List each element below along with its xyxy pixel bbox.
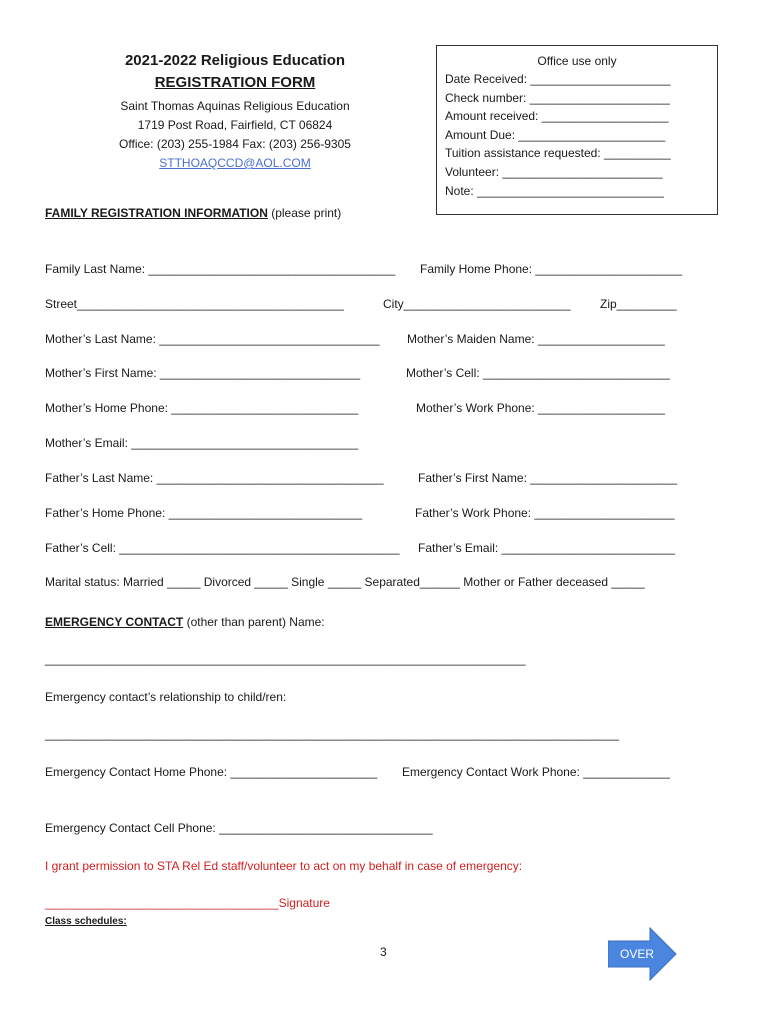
city-field[interactable]: City_________________________ xyxy=(383,297,571,311)
mother-maiden-name-field[interactable]: Mother’s Maiden Name: ___________________ xyxy=(407,332,665,346)
emergency-cell-phone-field[interactable]: Emergency Contact Cell Phone: ________________________________ xyxy=(45,821,433,835)
family-heading: FAMILY REGISTRATION INFORMATION xyxy=(45,206,268,220)
marital-status-field[interactable]: Marital status: Married _____ Divorced _____ Single _____ Separated______ Mother or Father deceased _____ xyxy=(45,575,645,589)
office-date-received[interactable]: Date Received: _____________________ xyxy=(445,72,671,86)
office-use-box xyxy=(436,45,718,215)
family-heading-note: (please print) xyxy=(267,206,342,220)
org-address: 1719 Post Road, Fairfield, CT 06824 xyxy=(137,118,333,132)
emergency-relationship-label: Emergency contact’s relationship to child/ren: xyxy=(45,690,287,704)
mother-first-name-field[interactable]: Mother’s First Name: ______________________________ xyxy=(45,366,361,380)
emergency-section-heading xyxy=(45,615,325,629)
form-header xyxy=(100,50,370,173)
mother-work-phone-field[interactable]: Mother’s Work Phone: ___________________ xyxy=(416,401,665,415)
emergency-name-line[interactable]: ________________________________________________________________________ xyxy=(45,652,526,666)
class-schedules-label: Class schedules: xyxy=(45,916,127,927)
street-field[interactable]: Street________________________________________ xyxy=(45,297,344,311)
mother-home-phone-field[interactable]: Mother’s Home Phone: ____________________________ xyxy=(45,401,359,415)
father-last-name-field[interactable]: Father’s Last Name: __________________________________ xyxy=(45,471,384,485)
family-last-name-field[interactable]: Family Last Name: _____________________________________ xyxy=(45,262,396,276)
emergency-home-phone-field[interactable]: Emergency Contact Home Phone: ______________________ xyxy=(45,765,378,779)
father-home-phone-field[interactable]: Father’s Home Phone: _____________________________ xyxy=(45,506,363,520)
zip-field[interactable]: Zip_________ xyxy=(600,297,677,311)
mother-cell-field[interactable]: Mother’s Cell: ____________________________ xyxy=(406,366,670,380)
father-work-phone-field[interactable]: Father’s Work Phone: _____________________ xyxy=(415,506,675,520)
family-home-phone-field[interactable]: Family Home Phone: ______________________ xyxy=(420,262,683,276)
office-tuition-assistance[interactable]: Tuition assistance requested: __________ xyxy=(445,146,671,161)
father-first-name-field[interactable]: Father’s First Name: ______________________ xyxy=(418,471,678,485)
office-use-title: Office use only xyxy=(537,54,617,68)
office-check-number[interactable]: Check number: _____________________ xyxy=(445,90,670,105)
signature-line[interactable]: ___________________________________ xyxy=(45,896,279,910)
form-title: 2021-2022 Religious Education xyxy=(124,52,346,69)
org-name: Saint Thomas Aquinas Religious Education xyxy=(120,99,350,113)
family-section-heading xyxy=(45,206,341,220)
page-number: 3 xyxy=(380,945,387,959)
father-email-field[interactable]: Father’s Email: __________________________ xyxy=(418,541,676,555)
over-label: OVER xyxy=(619,947,654,961)
father-cell-field[interactable]: Father’s Cell: __________________________________________ xyxy=(45,541,400,555)
office-amount-received[interactable]: Amount received: ___________________ xyxy=(445,109,669,124)
office-amount-due[interactable]: Amount Due: ______________________ xyxy=(445,127,666,142)
org-email-link[interactable]: STTHOAQCCD@AOL.COM xyxy=(159,156,311,170)
form-subtitle: REGISTRATION FORM xyxy=(154,74,316,91)
emergency-permission-text: I grant permission to STA Rel Ed staff/volunteer to act on my behalf in case of emergency: xyxy=(45,859,523,873)
org-phone: Office: (203) 255-1984 Fax: (203) 256-9305 xyxy=(119,137,351,151)
over-arrow-button[interactable] xyxy=(608,927,678,981)
office-note[interactable]: Note: ____________________________ xyxy=(445,183,664,198)
emergency-work-phone-field[interactable]: Emergency Contact Work Phone: _____________ xyxy=(402,765,670,779)
signature-row xyxy=(45,896,330,910)
mother-last-name-field[interactable]: Mother’s Last Name: _________________________________ xyxy=(45,332,380,346)
signature-label: Signature xyxy=(278,896,330,910)
office-volunteer[interactable]: Volunteer: ________________________ xyxy=(445,164,663,179)
emergency-relationship-line[interactable]: ______________________________________________________________________________________ xyxy=(45,727,619,741)
emergency-heading: EMERGENCY CONTACT xyxy=(45,615,184,629)
mother-email-field[interactable]: Mother’s Email: __________________________________ xyxy=(45,436,359,450)
emergency-heading-note: (other than parent) Name: xyxy=(183,615,325,629)
